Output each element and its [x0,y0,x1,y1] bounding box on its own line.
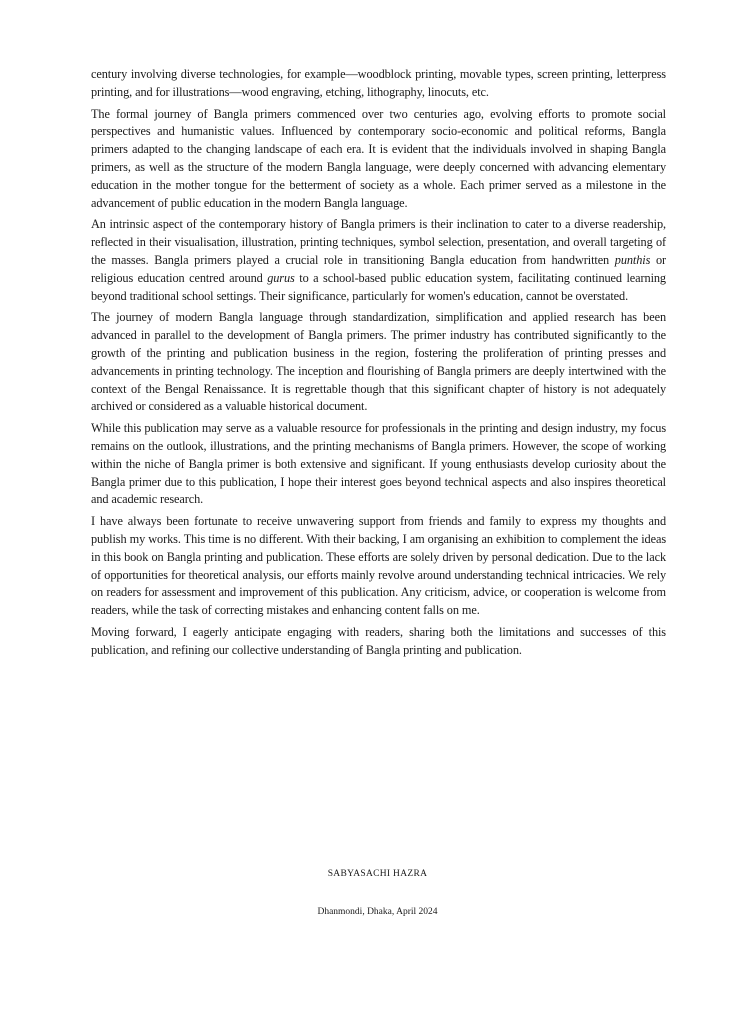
paragraph-text: Moving forward, I eagerly anticipate engaging with readers, sharing both the limitations and successes of this publication, and refining our collective understanding of Bangla printing and publication. [91,624,666,657]
paragraph-3 [91,216,666,305]
paragraph-text: An intrinsic aspect of the contemporary history of Bangla primers is their inclination to cater to a diverse readership, reflected in their visualisation, illustration, printing techniques, symbol selection, presentation, and overall targeting of the masses. Bangla primers played a crucial role in transitioning Bangla education from handwritten [91,217,666,267]
paragraph-text: I have always been fortunate to receive unwavering support from friends and family to express my thoughts and publish my works. This time is no different. With their backing, I am organising an exhibition to complement the ideas in this book on Bangla printing and publication. These efforts are solely driven by personal dedication. Due to the lack of opportunities for theoretical analysis, our efforts mainly revolve around understanding technical intricacies. We rely on readers for assessment and improvement of this publication. Any criticism, advice, or cooperation is welcome from readers, while the task of correcting mistakes and enhancing content falls on me. [91,514,666,618]
paragraph-4 [91,309,666,416]
paragraph-7 [91,624,666,660]
paragraph-6 [91,513,666,620]
paragraph-text: The journey of modern Bangla language through standardization, simplification and applied research has been advanced in parallel to the development of Bangla primers. The primer industry has contributed significantly to the growth of the printing and publication business in the region, fostering the proliferation of printing presses and advancements in printing technology. The inception and flourishing of Bangla primers are deeply intertwined with the context of the Bengal Renaissance. It is regrettable though that this significant chapter of history is not adequately archived or considered as a valuable historical document. [91,310,666,414]
paragraph-2 [91,106,666,213]
italic-term-punthis: punthis [614,252,651,267]
preface-body [91,66,666,664]
paragraph-text: century involving diverse technologies, for example—woodblock printing, movable types, screen printing, letterpress printing, and for illustrations—wood engraving, etching, lithography, linocuts, etc. [91,67,666,99]
author-signature: SABYASACHI HAZRA [327,869,428,879]
paragraph-1 [91,66,666,102]
paragraph-text: While this publication may serve as a valuable resource for professionals in the printing and design industry, my focus remains on the outlook, illustrations, and the printing mechanisms of Bangla primers. However, the scope of working within the niche of Bangla primer is both extensive and significant. If young enthusiasts develop curiosity about the Bangla primer due to this publication, I hope their interest goes beyond technical aspects and also inspires theoretical and academic research. [91,421,666,507]
paragraph-text: The formal journey of Bangla primers commenced over two centuries ago, evolving efforts to promote social perspectives and humanistic values. Influenced by contemporary socio-economic and political reforms, Bangla primers adapted to the changing landscape of each era. It is evident that the individuals involved in shaping Bangla primers, as well as the structure of the modern Bangla language, were deeply concerned with advancing elementary education in the mother tongue for the betterment of society as a whole. Each primer served as a milestone in the advancement of public education in the modern Bangla language. [91,106,666,210]
paragraph-5 [91,420,666,509]
paragraph-text: to a school-based public education system, facilitating continued learning beyond traditional school settings. Their significance, particularly for women's education, cannot be overstated. [91,270,666,303]
place-and-date: Dhanmondi, Dhaka, April 2024 [317,907,438,917]
italic-term-gurus: gurus [267,270,295,285]
paragraph-text: or religious education centred around [91,252,666,285]
